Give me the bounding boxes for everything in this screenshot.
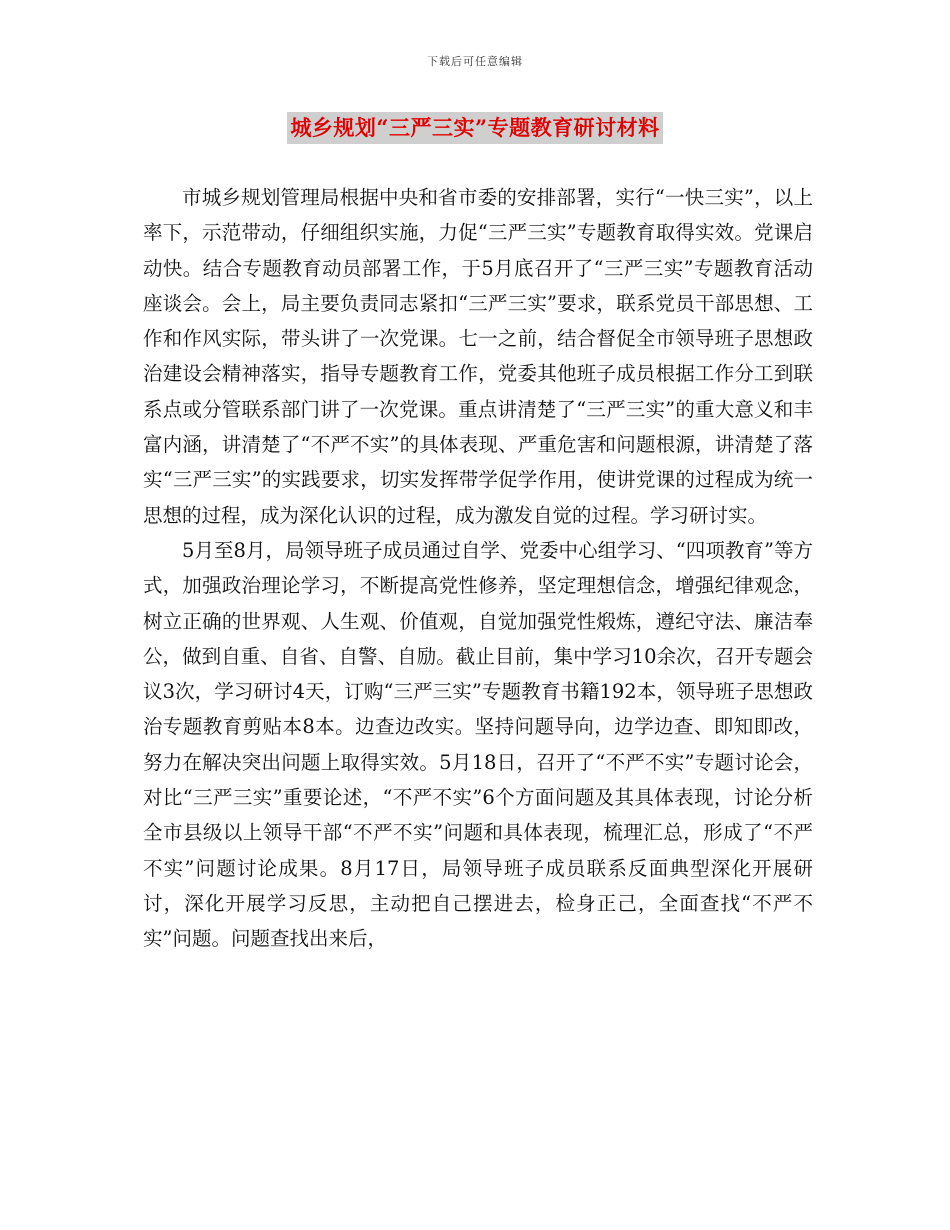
- document-body: [143, 180, 813, 957]
- title-container: [0, 112, 950, 144]
- paragraph-1: 市城乡规划管理局根据中央和省市委的安排部署，实行“一快三实”，以上率下，示范带动，仔细组织实施，力促“三严三实”专题教育取得实效。党课启动快。结合专题教育动员部署工作，于5月底召开了“三严三实”专题教育活动座谈会。会上，局主要负责同志紧扣“三严三实”要求，联系党员干部思想、工作和作风实际，带头讲了一次党课。七一之前，结合督促全市领导班子思想政治建设会精神落实，指导专题教育工作，党委其他班子成员根据工作分工到联系点或分管联系部门讲了一次党课。重点讲清楚了“三严三实”的重大意义和丰富内涵，讲清楚了“不严不实”的具体表现、严重危害和问题根源，讲清楚了落实“三严三实”的实践要求，切实发挥带学促学作用，使讲党课的过程成为统一思想的过程，成为深化认识的过程，成为激发自觉的过程。学习研讨实。: [143, 186, 813, 527]
- paragraph-2: 5月至8月，局领导班子成员通过自学、党委中心组学习、“四项教育”等方式，加强政治理论学习，不断提高党性修养，坚定理想信念，增强纪律观念，树立正确的世界观、人生观、价值观，自觉加强党性煅炼，遵纪守法、廉洁奉公，做到自重、自省、自警、自励。截止目前，集中学习10余次，召开专题会议3次，学习研讨4天，订购“三严三实”专题教育书籍192本，领导班子思想政治专题教育剪贴本8本。边查边改实。坚持问题导向，边学边查、即知即改，努力在解决突出问题上取得实效。5月18日，召开了“不严不实”专题讨论会，对比“三严三实”重要论述，“不严不实”6个方面问题及其具体表现，讨论分析全市县级以上领导干部“不严不实”问题和具体表现，梳理汇总，形成了“不严不实”问题讨论成果。8月17日，局领导班子成员联系反面典型深化开展研讨，深化开展学习反思，主动把自己摆进去，检身正己，全面查找“不严不实”问题。问题查找出来后，: [143, 538, 813, 951]
- header-note: 下载后可任意编辑: [427, 55, 523, 68]
- document-title: 城乡规划“三严三实”专题教育研讨材料: [287, 112, 662, 144]
